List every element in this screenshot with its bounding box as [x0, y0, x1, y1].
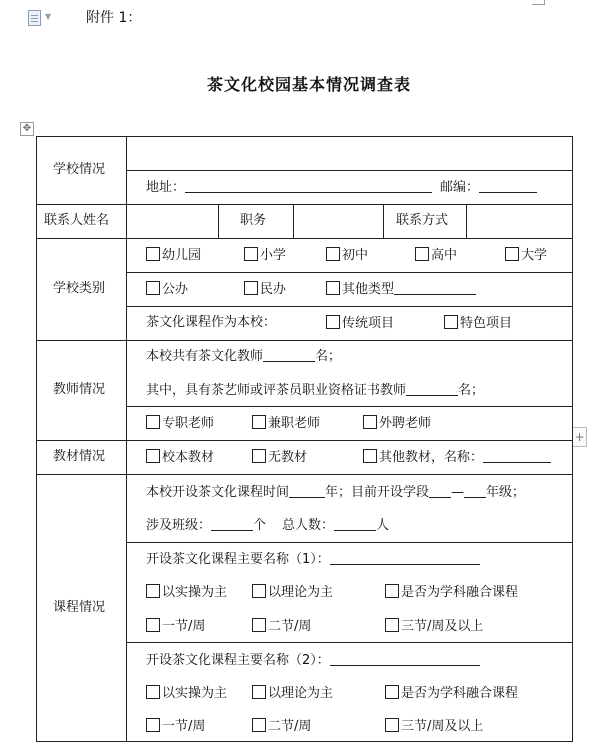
cell-divider [218, 204, 219, 239]
row-divider [36, 340, 573, 341]
checkbox-icon[interactable] [326, 247, 340, 261]
other-textbook-blank[interactable] [483, 449, 551, 463]
checkbox-icon[interactable] [146, 584, 160, 598]
position-label: 职务 [240, 213, 267, 228]
teacher-count-blank[interactable] [263, 348, 315, 362]
checkbox-senior-high[interactable]: 高中 [415, 247, 457, 264]
postcode-label: 邮编： [440, 180, 480, 195]
other-type-blank[interactable] [394, 281, 476, 295]
row-divider [126, 642, 573, 643]
class-count-line: 涉及班级： 个 总人数： 人 [146, 518, 390, 533]
checkbox-fulltime-teacher[interactable]: 专职老师 [146, 415, 214, 432]
course2-name-field[interactable]: 开设茶文化课程主要名称（2）： [146, 652, 480, 669]
course1-name-blank[interactable] [330, 551, 480, 565]
contact-method-label: 联系方式 [396, 213, 449, 228]
checkbox-other-type[interactable]: 其他类型 [326, 281, 476, 298]
certified-teacher-line: 其中，具有茶艺师或评茶员职业资格证书教师 名； [146, 383, 485, 398]
grade-from-blank[interactable] [429, 484, 451, 498]
class-count-blank[interactable] [211, 517, 253, 531]
row-divider [126, 306, 573, 307]
checkbox-traditional-project[interactable]: 传统项目 [326, 315, 394, 332]
checkbox-icon[interactable] [146, 685, 160, 699]
checkbox-course2-integrated[interactable]: 是否为学科融合课程 [385, 685, 518, 702]
checkbox-course1-one-per-week[interactable]: 一节/周 [146, 618, 205, 635]
checkbox-icon[interactable] [326, 315, 340, 329]
add-column-button[interactable]: + [572, 427, 587, 447]
course2-name-blank[interactable] [330, 652, 480, 666]
checkbox-course1-two-per-week[interactable]: 二节/周 [252, 618, 311, 635]
course-as-school-label: 茶文化课程作为本校： [146, 315, 277, 330]
checkbox-no-textbook[interactable]: 无教材 [252, 449, 307, 466]
checkbox-course1-three-plus[interactable]: 三节/周及以上 [385, 618, 483, 635]
checkbox-icon[interactable] [146, 415, 160, 429]
checkbox-icon[interactable] [252, 449, 266, 463]
checkbox-course2-one-per-week[interactable]: 一节/周 [146, 718, 205, 735]
label-school-type: 学校类别 [53, 281, 106, 296]
checkbox-icon[interactable] [252, 415, 266, 429]
checkbox-icon[interactable] [146, 281, 160, 295]
table-border-right [572, 136, 573, 742]
label-textbook-info: 教材情况 [53, 449, 106, 464]
certified-count-blank[interactable] [406, 382, 458, 396]
checkbox-primary[interactable]: 小学 [244, 247, 286, 264]
table-border-top [36, 136, 573, 137]
label-contact-name: 联系人姓名 [44, 213, 110, 228]
row-divider [126, 406, 573, 407]
checkbox-icon[interactable] [363, 415, 377, 429]
page-corner-mark [532, 0, 545, 5]
checkbox-featured-project[interactable]: 特色项目 [444, 315, 512, 332]
checkbox-icon[interactable] [252, 618, 266, 632]
form-title: 茶文化校园基本情况调查表 [207, 75, 412, 94]
checkbox-course2-practical[interactable]: 以实操为主 [146, 685, 227, 702]
address-blank[interactable] [185, 179, 432, 193]
checkbox-kindergarten[interactable]: 幼儿园 [146, 247, 201, 264]
row-divider [126, 170, 573, 171]
row-divider [126, 542, 573, 543]
label-column-divider [126, 136, 127, 742]
cell-divider [466, 204, 467, 239]
label-course-info: 课程情况 [53, 600, 106, 615]
checkbox-course1-practical[interactable]: 以实操为主 [146, 584, 227, 601]
student-total-blank[interactable] [334, 517, 376, 531]
attachment-label: 附件 1： [86, 10, 142, 26]
grade-to-blank[interactable] [464, 484, 486, 498]
checkbox-icon[interactable] [146, 247, 160, 261]
table-border-bottom [36, 741, 573, 742]
dropdown-arrow-icon[interactable]: ▼ [45, 12, 52, 21]
checkbox-icon[interactable] [146, 718, 160, 732]
address-field[interactable] [146, 179, 432, 196]
course1-name-field[interactable]: 开设茶文化课程主要名称（1）： [146, 551, 480, 568]
table-move-handle-icon[interactable]: ✥ [20, 122, 34, 136]
checkbox-public[interactable]: 公办 [146, 281, 188, 298]
checkbox-university[interactable]: 大学 [505, 247, 547, 264]
table-border-left [36, 136, 37, 742]
checkbox-course1-integrated[interactable]: 是否为学科融合课程 [385, 584, 518, 601]
checkbox-icon[interactable] [505, 247, 519, 261]
row-divider [36, 204, 573, 205]
address-label: 地址： [146, 180, 186, 195]
checkbox-other-textbook[interactable]: 其他教材，名称： [363, 449, 551, 466]
document-icon [28, 10, 41, 26]
checkbox-course2-two-per-week[interactable]: 二节/周 [252, 718, 311, 735]
checkbox-icon[interactable] [385, 584, 399, 598]
label-teacher-info: 教师情况 [53, 382, 106, 397]
checkbox-icon[interactable] [326, 281, 340, 295]
label-school-info: 学校情况 [53, 162, 106, 177]
cell-divider [293, 204, 294, 239]
course-year-blank[interactable] [289, 484, 325, 498]
checkbox-icon[interactable] [252, 584, 266, 598]
cell-divider [383, 204, 384, 239]
checkbox-icon[interactable] [444, 315, 458, 329]
row-divider [36, 238, 573, 239]
row-divider [36, 474, 573, 475]
checkbox-icon[interactable] [415, 247, 429, 261]
checkbox-course2-three-plus[interactable]: 三节/周及以上 [385, 718, 483, 735]
checkbox-course2-theory[interactable]: 以理论为主 [252, 685, 333, 702]
row-divider [126, 272, 573, 273]
checkbox-junior-high[interactable]: 初中 [326, 247, 368, 264]
checkbox-course1-theory[interactable]: 以理论为主 [252, 584, 333, 601]
checkbox-icon[interactable] [244, 281, 258, 295]
postcode-field[interactable] [440, 179, 537, 196]
checkbox-icon[interactable] [252, 685, 266, 699]
checkbox-school-textbook[interactable]: 校本教材 [146, 449, 214, 466]
checkbox-icon[interactable] [385, 718, 399, 732]
checkbox-icon[interactable] [146, 618, 160, 632]
row-divider [36, 440, 573, 441]
checkbox-private[interactable]: 民办 [244, 281, 286, 298]
checkbox-icon[interactable] [363, 449, 377, 463]
checkbox-icon[interactable] [146, 449, 160, 463]
checkbox-icon[interactable] [385, 618, 399, 632]
checkbox-icon[interactable] [252, 718, 266, 732]
teacher-count-line: 本校共有茶文化教师 名； [146, 349, 342, 364]
checkbox-parttime-teacher[interactable]: 兼职老师 [252, 415, 320, 432]
postcode-blank[interactable] [479, 179, 537, 193]
checkbox-icon[interactable] [244, 247, 258, 261]
checkbox-icon[interactable] [385, 685, 399, 699]
course-time-line: 本校开设茶文化课程时间 年；目前开设学段 — 年级； [146, 485, 526, 500]
checkbox-external-teacher[interactable]: 外聘老师 [363, 415, 431, 432]
